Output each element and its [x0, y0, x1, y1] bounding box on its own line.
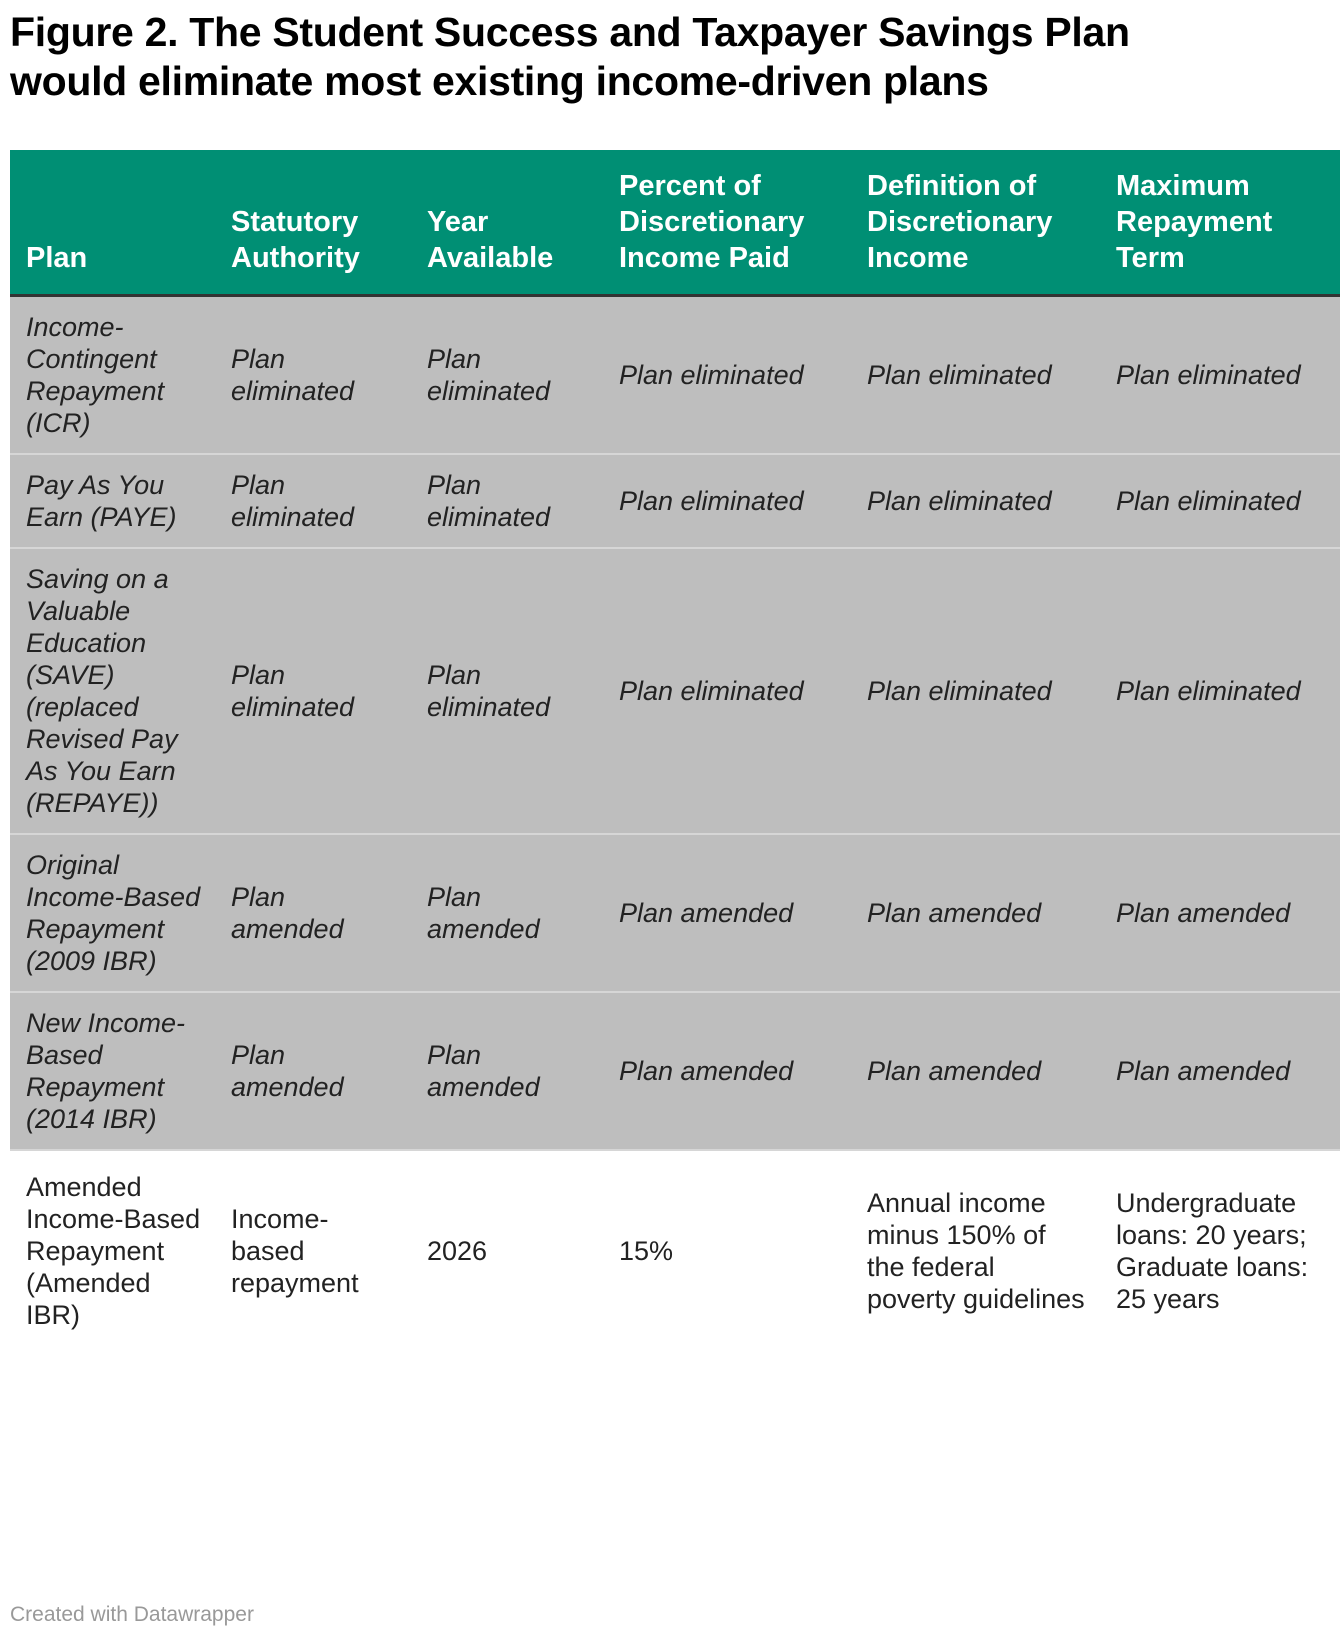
table-cell: Income-based repayment	[215, 1150, 411, 1351]
column-header[interactable]: Percent of Discretionary Income Paid	[603, 150, 851, 296]
table-cell: Plan amended	[1100, 834, 1340, 992]
table-row	[10, 454, 1340, 548]
table-row	[10, 296, 1340, 455]
table-cell: Annual income minus 150% of the federal poverty guidelines	[851, 1150, 1100, 1351]
plan-name-cell: Pay As You Earn (PAYE)	[10, 454, 215, 548]
header-row	[10, 150, 1340, 296]
table-cell: Plan eliminated	[1100, 548, 1340, 834]
table-cell: Plan amended	[215, 992, 411, 1150]
column-header[interactable]: Plan	[10, 150, 215, 296]
plan-name-cell: Income-Contingent Repayment (ICR)	[10, 296, 215, 455]
table-cell: Plan amended	[603, 992, 851, 1150]
table-cell: Plan eliminated	[215, 548, 411, 834]
table-cell: Plan eliminated	[603, 548, 851, 834]
table-row	[10, 834, 1340, 992]
table-body	[10, 296, 1340, 1352]
table-row	[10, 1150, 1340, 1351]
table-cell: Plan eliminated	[603, 296, 851, 455]
chart-title: Figure 2. The Student Success and Taxpayer Savings Plan would eliminate most existing income-driven plans	[10, 9, 1130, 104]
plan-name-cell: Amended Income-Based Repayment (Amended IBR)	[10, 1150, 215, 1351]
table-cell: Plan amended	[411, 834, 603, 992]
table-cell: Plan eliminated	[1100, 296, 1340, 455]
table-cell: Plan eliminated	[851, 296, 1100, 455]
table-cell: Plan amended	[603, 834, 851, 992]
column-header[interactable]: Year Available	[411, 150, 603, 296]
table-cell: Plan amended	[1100, 992, 1340, 1150]
table-cell: Plan amended	[411, 992, 603, 1150]
table-container[interactable]	[10, 150, 1309, 1575]
table-cell: Undergraduate loans: 20 years; Graduate loans: 25 years	[1100, 1150, 1340, 1351]
table-cell: Plan amended	[851, 992, 1100, 1150]
table-row	[10, 548, 1340, 834]
plan-name-cell: Saving on a Valuable Education (SAVE) (replaced Revised Pay As You Earn (REPAYE))	[10, 548, 215, 834]
plan-name-cell: New Income-Based Repayment (2014 IBR)	[10, 992, 215, 1150]
table-cell: 2026	[411, 1150, 603, 1351]
column-header[interactable]: Definition of Discretionary Income	[851, 150, 1100, 296]
table-header	[10, 150, 1340, 296]
table-cell: Plan eliminated	[851, 454, 1100, 548]
table-cell: Plan eliminated	[215, 296, 411, 455]
plan-name-cell: Original Income-Based Repayment (2009 IBR)	[10, 834, 215, 992]
table-cell: 15%	[603, 1150, 851, 1351]
table-row	[10, 992, 1340, 1150]
table-cell: Plan eliminated	[851, 548, 1100, 834]
table-cell: Plan eliminated	[215, 454, 411, 548]
column-header[interactable]: Statutory Authority	[215, 150, 411, 296]
table-cell: Plan amended	[851, 834, 1100, 992]
table-cell: Plan amended	[215, 834, 411, 992]
table-cell: Plan eliminated	[411, 296, 603, 455]
table-cell: Plan eliminated	[411, 454, 603, 548]
table-cell: Plan eliminated	[603, 454, 851, 548]
table-cell: Plan eliminated	[1100, 454, 1340, 548]
plans-table	[10, 150, 1340, 1351]
table-cell: Plan eliminated	[411, 548, 603, 834]
column-header[interactable]: Maximum Repayment Term	[1100, 150, 1340, 296]
attribution: Created with Datawrapper	[10, 1603, 254, 1626]
